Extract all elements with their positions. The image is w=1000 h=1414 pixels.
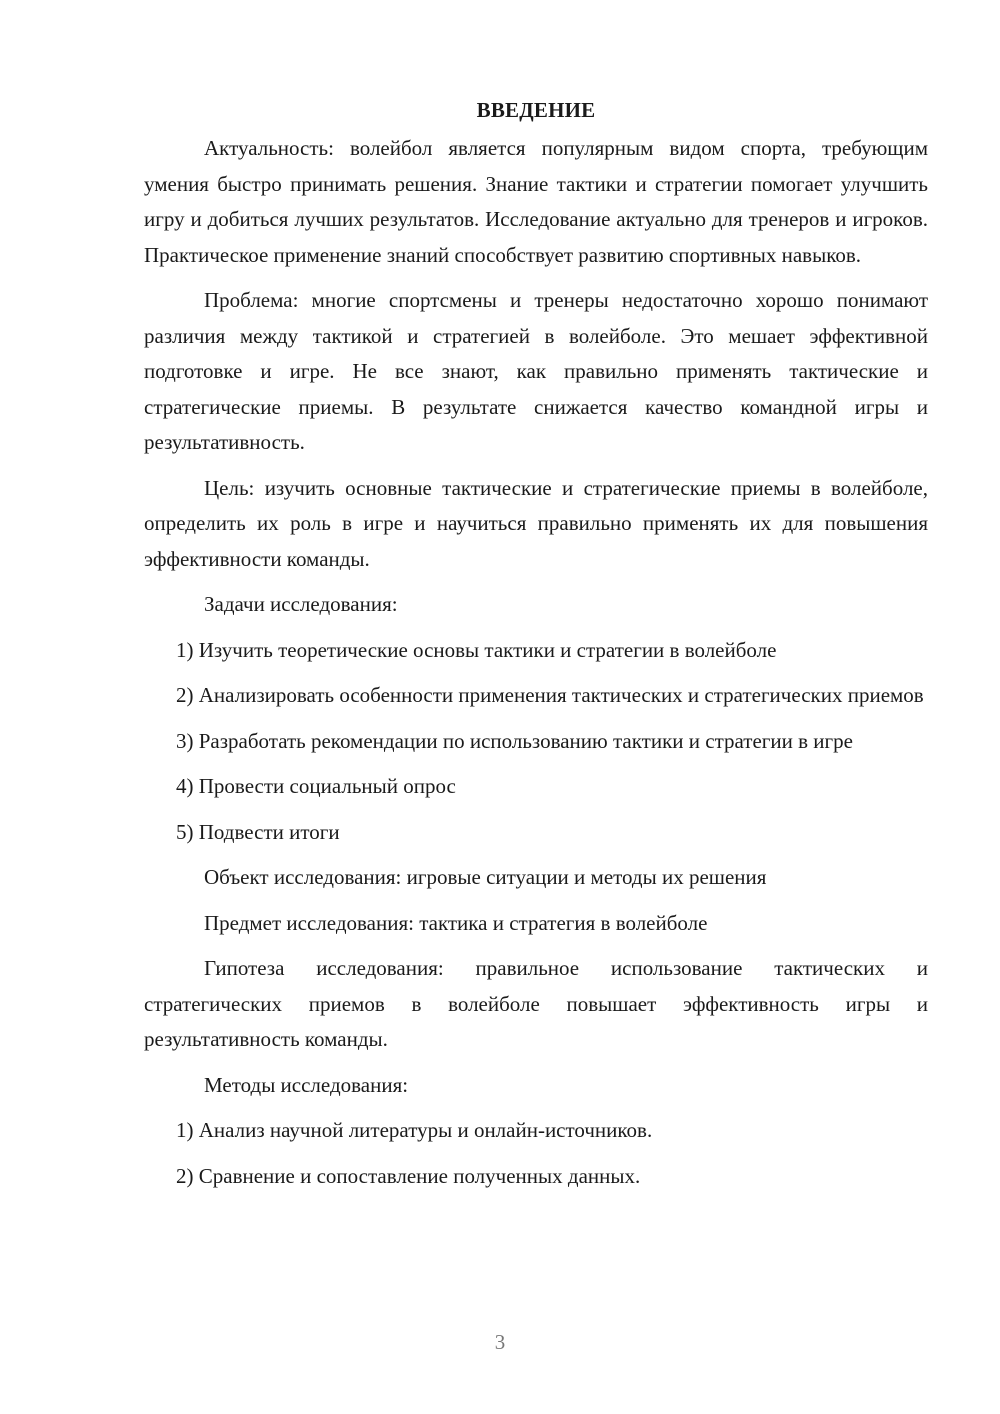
tasks-heading: Задачи исследования: (204, 592, 398, 616)
page-title: ВВЕДЕНИЕ (476, 98, 596, 122)
problem-paragraph: Проблема: многие спортсмены и тренеры недостаточно хорошо понимают различия между тактикой и стратегией в волейболе. Это мешает эффективной подготовке и игре. Не все знают, как правильно применять тактические и стратегические приемы. В результате снижается качество командной игры и результативность. (144, 288, 928, 454)
task-item: 4) Провести социальный опрос (176, 774, 456, 798)
task-item: 1) Изучить теоретические основы тактики и стратегии в волейболе (176, 637, 777, 662)
goal-paragraph: Цель: изучить основные тактические и стратегические приемы в волейболе, определить их роль в игре и научиться правильно применять их для повышения эффективности команды. (144, 475, 928, 571)
method-item: 1) Анализ научной литературы и онлайн-источников. (176, 1118, 653, 1142)
task-item: 3) Разработать рекомендации по использованию тактики и стратегии в игре (176, 728, 853, 753)
method-item: 2) Сравнение и сопоставление полученных данных. (176, 1163, 641, 1188)
relevance-paragraph: Актуальность: волейбол является популярным видом спорта, требующим умения быстро принимать решения. Знание тактики и стратегии помогает улучшить игру и добиться лучших результатов. Исследование актуально для тренеров и игроков. Практическое применение знаний способствует развитию спортивных навыков. (144, 136, 928, 267)
page-number: 3 (494, 1330, 506, 1354)
object-line: Объект исследования: игровые ситуации и методы их решения (204, 865, 767, 889)
subject-line: Предмет исследования: тактика и стратегия в волейболе (204, 910, 708, 935)
document-page (144, 95, 928, 1204)
methods-heading: Методы исследования: (204, 1072, 409, 1097)
task-item: 5) Подвести итоги (176, 819, 340, 844)
task-item: 2) Анализировать особенности применения тактических и стратегических приемов (176, 683, 924, 707)
hypothesis-paragraph: Гипотеза исследования: правильное использование тактических и стратегических приемов в волейболе повышает эффективность игры и результативность команды. (144, 956, 928, 1051)
